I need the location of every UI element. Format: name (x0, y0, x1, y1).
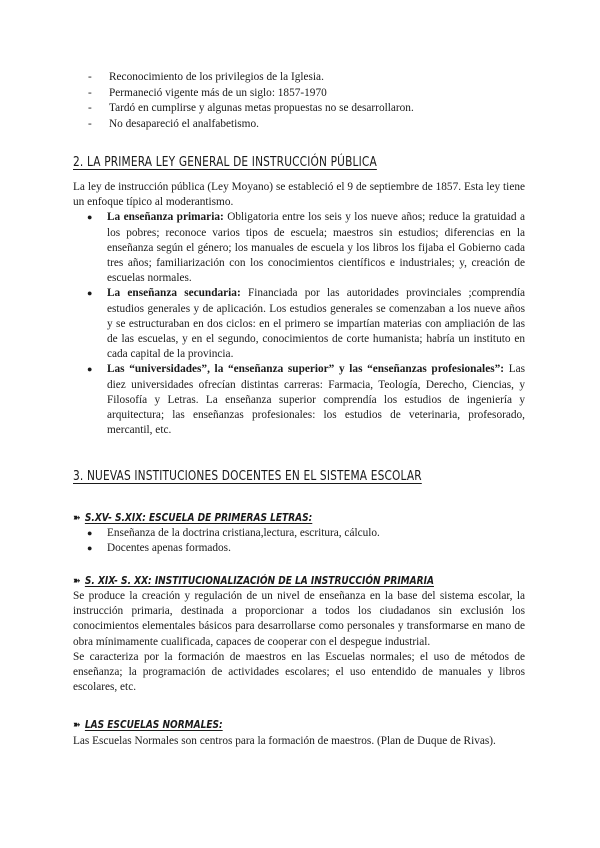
section-3-heading: 3. NUEVAS INSTITUCIONES DOCENTES EN EL SISTEMA ESCOLAR (73, 468, 422, 484)
bullet-text: Las diez universidades ofrecían distintas carreras: Farmacia, Teología, Derecho, Ciencias, y Filosofía y Letras. La enseñanza superior comprendía los estudios de ingeniería y arquitectura; las enseñanzas profesionales: los estudios de veterinaria, profesorado, mercantil, etc. (107, 363, 525, 437)
list-item: - Tardó en cumplirse y algunas metas propuestas no se desarrollaron. (88, 101, 508, 117)
primeras-letras-body (73, 526, 525, 556)
subheading-institucionalizacion (73, 574, 434, 589)
arrow-icon: ➽ (73, 719, 81, 731)
section-2-intro: La ley de instrucción pública (Ley Moyano) se estableció el 9 de septiembre de 1857. Esta ley tiene un enfoque típico al moderantismo. (73, 181, 525, 209)
arrow-icon: ➽ (73, 575, 81, 587)
list-item: - Reconocimiento de los privilegios de la Iglesia. (88, 70, 508, 86)
bullet-secundaria (73, 286, 525, 362)
list-item: ● Enseñanza de la doctrina cristiana,lectura, escritura, cálculo. (73, 526, 525, 541)
bullet-universidades (73, 362, 525, 438)
list-item: - Permaneció vigente más de un siglo: 1857-1970 (88, 86, 508, 102)
section-2-bullets (73, 210, 525, 438)
paragraph: Se caracteriza por la formación de maestros en las Escuelas normales; el uso de métodos de enseñanza; la programación de actividades escolares; el uso entendido de manuales y libros escolares, etc. (73, 650, 525, 694)
list-item: ● Docentes apenas formados. (73, 541, 525, 556)
subheading-primeras-letras (73, 511, 312, 526)
subheading-text: LAS ESCUELAS NORMALES: (84, 719, 223, 731)
subheading-text: S. XIX- S. XX: INSTITUCIONALIZACIÓN DE LA INSTRUCCIÓN PRIMARIA (84, 575, 434, 587)
bullet-text: Financiada por las autoridades provinciales ;comprendía estudios generales y de aplicación. Los estudios generales se comenzaban a los nueve años y se estructuraban en dos ciclos: en el primero se impartían materias con ampliación de las de las escuelas, y en el segundo, conocimientos de corte humanista; habría un instituto en cada capital de la provincia. (107, 287, 525, 361)
paragraph: Se produce la creación y regulación de un nivel de enseñanza en la base del sistema escolar, la instrucción primaria, destinada a proporcionar a todos los ciudadanos sin exclusión los conocimientos elementales básicos para desarrollarse como personales y transformarse en mano de obra mínimamente cualificada, capaces de cooperar con el despegue industrial. (73, 590, 525, 648)
bullet-title: Las “universidades”, la “enseñanza superior” y las “enseñanzas profesionales”: (107, 363, 505, 376)
bullet-text: Obligatoria entre los seis y los nueve años; reduce la gratuidad a los pobres; reconoce varios tipos de escuela; maestros sin estudios; diferencias en la enseñanza según el género; los manuales de escuela y los libros los fijaba el Gobierno cada tres años; familiarización con los conocimientos científicos e industriales; y, creación de escuelas normales. (107, 211, 525, 285)
primeras-letras-bullets (73, 526, 525, 556)
section-2-heading: 2. LA PRIMERA LEY GENERAL DE INSTRUCCIÓN PÚBLICA (73, 154, 377, 170)
subheading-escuelas-normales (73, 718, 223, 733)
institucionalizacion-body (73, 589, 525, 695)
paragraph: Las Escuelas Normales son centros para la formación de maestros. (Plan de Duque de Rivas). (73, 735, 496, 747)
escuelas-normales-body (73, 734, 525, 749)
section-2-body (73, 180, 525, 438)
bullet-title: La enseñanza secundaria: (107, 287, 241, 300)
subheading-text: S.XV- S.XIX: ESCUELA DE PRIMERAS LETRAS: (84, 512, 313, 524)
bullet-title: La enseñanza primaria: (107, 211, 224, 224)
dash-list (88, 70, 508, 132)
arrow-icon: ➽ (73, 512, 81, 524)
bullet-primaria (73, 210, 525, 286)
list-item: - No desapareció el analfabetismo. (88, 117, 508, 133)
